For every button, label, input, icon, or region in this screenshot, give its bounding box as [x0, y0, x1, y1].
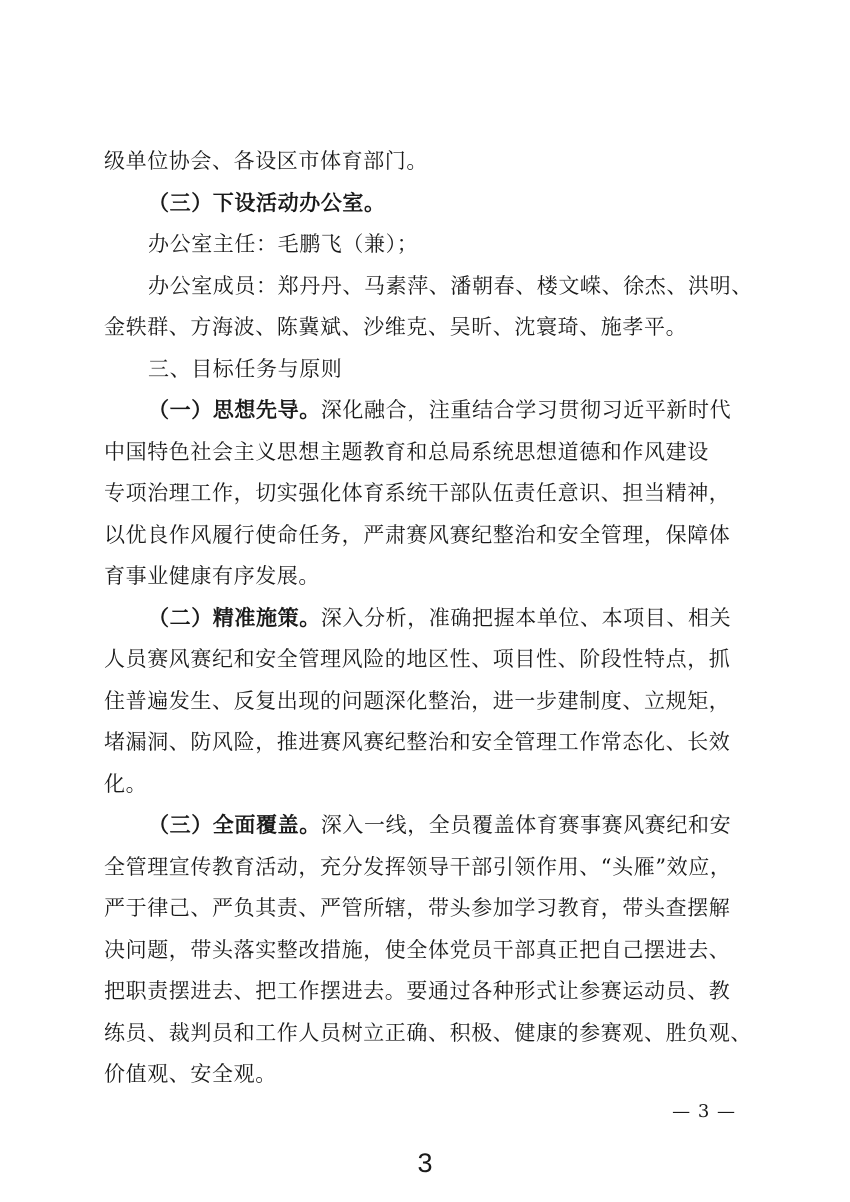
paragraph-line: 严于律己、严负其责、严管所辖，带头参加学习教育，带头查摆解: [104, 896, 731, 920]
paragraph-line: 价值观、安全观。: [104, 1062, 277, 1086]
paragraph-line: 育事业健康有序发展。: [104, 564, 320, 588]
paragraph-first-line: [104, 805, 754, 847]
paragraph-line: 决问题，带头落实整改措施，使全体党员干部真正把自己摆进去、: [104, 937, 731, 962]
paragraph-lead: （三）全面覆盖。: [148, 813, 321, 837]
paragraph-text: 深入分析，准确把握本单位、本项目、相关: [320, 605, 732, 630]
page-marker: — 3 —: [672, 1101, 736, 1122]
paragraph-principle-3: [104, 805, 754, 1096]
paragraph-text: 深入一线，全员覆盖体育赛事赛风赛纪和安: [320, 813, 732, 837]
paragraph-lead: （一）思想先导。: [148, 398, 321, 422]
paragraph-line: 把职责摆进去、把工作摆进去。要通过各种形式让参赛运动员、教: [104, 979, 731, 1003]
paragraph-line: 人员赛风赛纪和安全管理风险的地区性、项目性、阶段性特点，抓: [104, 647, 731, 671]
paragraph-principle-1: [104, 390, 754, 598]
paragraph-line: 全管理宣传教育活动，充分发挥领导干部引领作用、“头雁”效应，: [104, 854, 732, 879]
text-line: 级单位协会、各设区市体育部门。: [104, 149, 428, 173]
paragraph-first-line: [104, 598, 754, 640]
subheading-office: （三）下设活动办公室。: [148, 190, 386, 215]
paragraph-line: 以优良作风履行使命任务，严肃赛风赛纪整治和安全管理，保障体: [104, 522, 731, 547]
office-members-line-cont: 金轶群、方海波、陈冀斌、沙维克、吴昕、沈寰琦、施孝平。: [104, 315, 688, 339]
paragraph-line: 住普遍发生、反复出现的问题深化整治，进一步建制度、立规矩，: [104, 688, 731, 713]
paragraph-first-line: [104, 390, 754, 432]
paragraph-text: 深化融合，注重结合学习贯彻习近平新时代: [320, 398, 732, 422]
office-members-line: 办公室成员：郑丹丹、马素萍、潘朝春、楼文嵘、徐杰、洪明、: [148, 273, 753, 298]
paragraph-lead: （二）精准施策。: [148, 605, 321, 630]
paragraph-line: 练员、裁判员和工作人员树立正确、积极、健康的参赛观、胜负观、: [104, 1020, 752, 1045]
office-director-line: 办公室主任：毛鹏飞（兼）；: [148, 232, 419, 256]
document-body: [104, 141, 754, 1096]
page-number: 3: [417, 1148, 433, 1178]
paragraph-principle-2: [104, 598, 754, 806]
paragraph-line: 堵漏洞、防风险，推进赛风赛纪整治和安全管理工作常态化、长效: [104, 730, 731, 754]
paragraph-line: 专项治理工作，切实强化体育系统干部队伍责任意识、担当精神，: [104, 481, 731, 505]
paragraph-line: 中国特色社会主义思想主题教育和总局系统思想道德和作风建设: [104, 439, 709, 464]
section-title: 三、目标任务与原则: [148, 356, 343, 381]
paragraph-line: 化。: [104, 771, 148, 796]
